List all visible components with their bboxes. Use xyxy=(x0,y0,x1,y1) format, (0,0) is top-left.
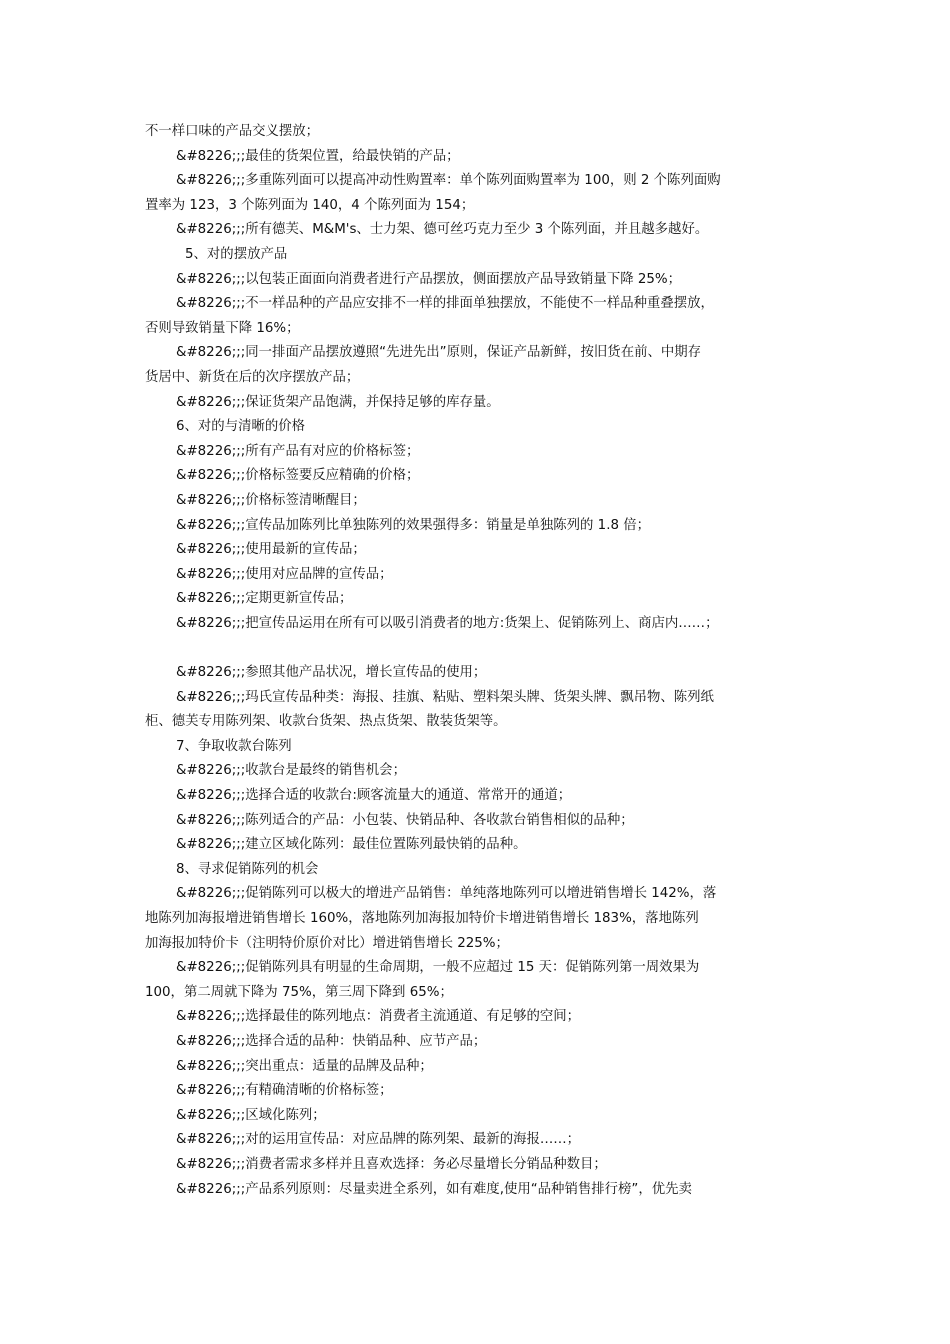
blank-line xyxy=(145,636,813,661)
bullet-item: &#8226;;;产品系列原则：尽量卖进全系列，如有难度,使用“品种销售排行榜”，优先卖 xyxy=(176,1181,692,1197)
bullet-item: &#8226;;;价格标签要反应精确的价格； xyxy=(176,468,420,484)
section-heading: 6、对的与清晰的价格 xyxy=(176,419,306,435)
bullet-item: &#8226;;;以包装正面面向消费者进行产品摆放，侧面摆放产品导致销量下降 25%； xyxy=(176,271,682,287)
bullet-item: &#8226;;;价格标签清晰醒目； xyxy=(176,492,366,508)
text-line: 不一样口味的产品交义摆放； xyxy=(145,124,320,139)
section-heading: 5、对的摆放产品 xyxy=(185,246,288,262)
bullet-item: &#8226;;;不一样品种的产品应安排不一样的排面单独摆放，不能使不一样品种重叠摆放， xyxy=(176,296,714,312)
text-line: 100，第二周就下降为 75%，第三周下降到 65%； xyxy=(145,984,453,1000)
bullet-item: &#8226;;;多重陈列面可以提高冲动性购置率：单个陈列面购置率为 100，则 2 个陈列面购 xyxy=(176,173,721,189)
bullet-item: &#8226;;;选择合适的品种：快销品种、应节产品； xyxy=(176,1033,487,1049)
bullet-item: &#8226;;;有精确清晰的价格标签； xyxy=(176,1083,393,1099)
section-heading: 7、争取收款台陈列 xyxy=(176,738,292,754)
bullet-item: &#8226;;;突出重点：适量的品牌及品种； xyxy=(176,1058,433,1074)
bullet-item: &#8226;;;促销陈列可以极大的增进产品销售：单纯落地陈列可以增进销售增长 142%，落 xyxy=(176,886,717,902)
bullet-item: &#8226;;;所有德芙、M&M's、士力架、德可丝巧克力至少 3 个陈列面，并且越多越好。 xyxy=(176,222,709,238)
bullet-item: &#8226;;;选择合适的收款台:顾客流量大的通道、常常开的通道； xyxy=(176,788,572,804)
bullet-item: &#8226;;;消费者需求多样并且喜欢选择：务必尽量增长分销品种数目； xyxy=(176,1156,607,1172)
bullet-item: &#8226;;;使用对应品牌的宣传品； xyxy=(176,566,393,582)
bullet-item: &#8226;;;所有产品有对应的价格标签； xyxy=(176,443,420,459)
bullet-item: &#8226;;;保证货架产品饱满，并保持足够的库存量。 xyxy=(176,394,500,410)
bullet-item: &#8226;;;选择最佳的陈列地点：消费者主流通道、有足够的空间； xyxy=(176,1009,581,1025)
text-line: 柜、德芙专用陈列架、收款台货架、热点货架、散装货架等。 xyxy=(145,714,507,730)
text-line: 置率为 123，3 个陈列面为 140，4 个陈列面为 154； xyxy=(145,197,475,213)
bullet-item: &#8226;;;对的运用宣传品：对应品牌的陈列架、最新的海报……； xyxy=(176,1132,581,1148)
bullet-item: &#8226;;;区域化陈列； xyxy=(176,1107,326,1123)
bullet-item: &#8226;;;宣传品加陈列比单独陈列的效果强得多：销量是单独陈列的 1.8 倍； xyxy=(176,517,651,533)
bullet-item: &#8226;;;同一排面产品摆放遵照“先进先出”原则，保证产品新鲜，按旧货在前、中期存 xyxy=(176,345,702,361)
bullet-item: &#8226;;;收款台是最终的销售机会； xyxy=(176,763,406,779)
text-line: 地陈列加海报增进销售增长 160%，落地陈列加海报加特价卡增进销售增长 183%，落地陈列 xyxy=(145,911,699,926)
bullet-item: &#8226;;;玛氏宣传品种类：海报、挂旗、粘贴、塑料架头牌、货架头牌、飘吊物、陈列纸 xyxy=(176,689,714,705)
text-line: 货居中、新货在后的次序摆放产品； xyxy=(145,369,360,385)
document-page xyxy=(145,120,813,1202)
bullet-item: &#8226;;;参照其他产品状况，增长宣传品的使用； xyxy=(176,665,487,681)
text-line: 加海报加特价卡（注明特价原价对比）增进销售增长 225%； xyxy=(145,935,509,951)
bullet-item: &#8226;;;建立区域化陈列：最佳位置陈列最快销的品种。 xyxy=(176,837,527,853)
bullet-item: &#8226;;;定期更新宣传品； xyxy=(176,591,353,607)
bullet-item: &#8226;;;促销陈列具有明显的生命周期，一般不应超过 15 天：促销陈列第一周效果为 xyxy=(176,960,700,976)
bullet-item: &#8226;;;使用最新的宣传品； xyxy=(176,542,366,558)
text-line: 否则导致销量下降 16%； xyxy=(145,320,300,336)
bullet-item: &#8226;;;最佳的货架位置，给最快销的产品； xyxy=(176,148,460,164)
section-heading: 8、寻求促销陈列的机会 xyxy=(176,861,319,877)
bullet-item: &#8226;;;陈列适合的产品：小包装、快销品种、各收款台销售相似的品种； xyxy=(176,812,634,828)
bullet-item: &#8226;;;把宣传品运用在所有可以吸引消费者的地方:货架上、促销陈列上、商店内……； xyxy=(176,615,719,631)
